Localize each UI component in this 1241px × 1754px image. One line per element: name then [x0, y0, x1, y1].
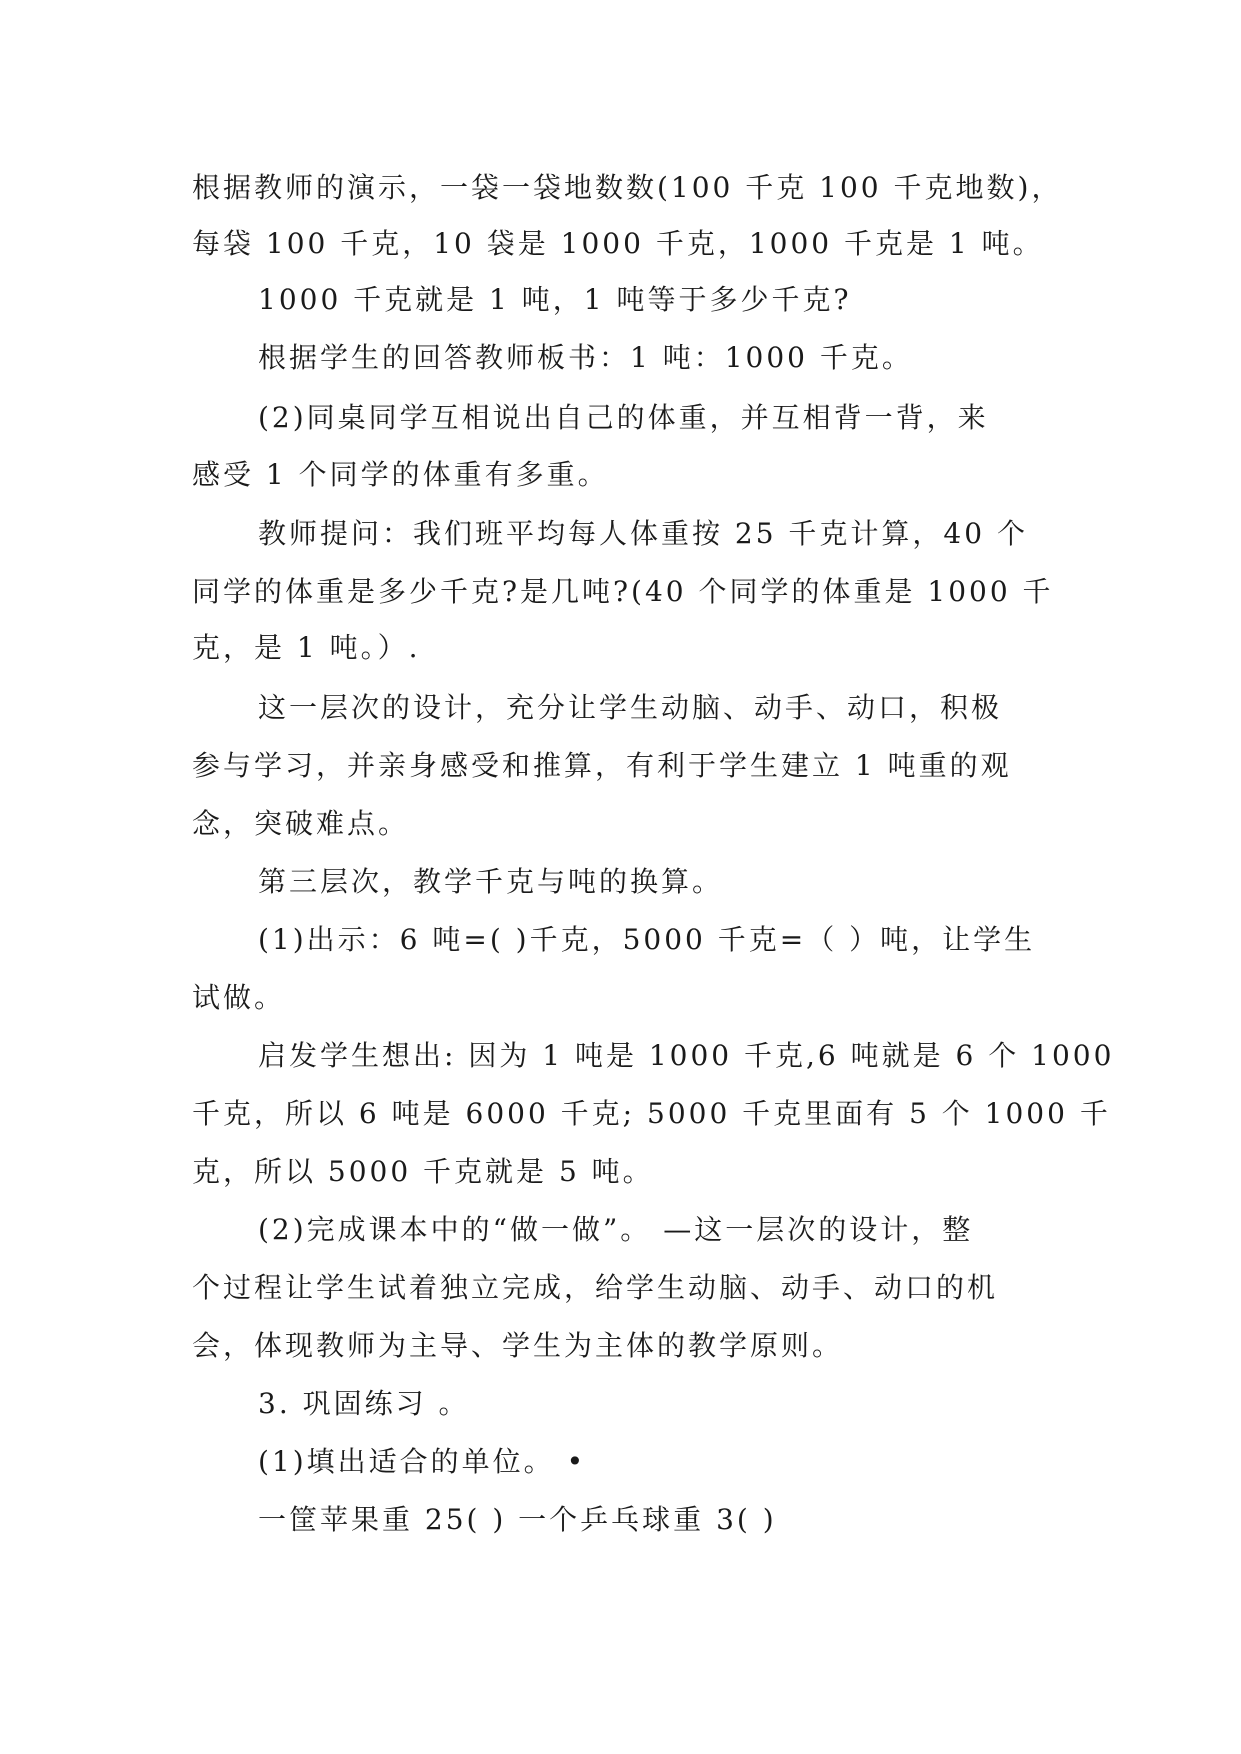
text-line: 这一层次的设计，充分让学生动脑、动手、动口，积极: [258, 691, 1003, 724]
text-line: 克，所以 5000 千克就是 5 吨。: [192, 1155, 654, 1188]
text-line: 个过程让学生试着独立完成，给学生动脑、动手、动口的机: [192, 1271, 999, 1304]
text-line: 一筐苹果重 25( ) 一个乒乓球重 3( ): [258, 1503, 777, 1536]
text-line: 根据教师的演示，一袋一袋地数数(100 千克 100 千克地数)，: [192, 171, 1063, 204]
text-line: 根据学生的回答教师板书：1 吨：1000 千克。: [258, 341, 913, 374]
text-line: 参与学习，并亲身感受和推算，有利于学生建立 1 吨重的观: [192, 749, 1012, 782]
text-line: 感受 1 个同学的体重有多重。: [192, 458, 609, 491]
text-line: 3. 巩固练习 。: [258, 1387, 470, 1420]
text-line: (1)出示：6 吨=( )千克，5000 千克=（ ）吨，让学生: [258, 923, 1036, 956]
text-line: (2)同桌同学互相说出自己的体重，并互相背一背，来: [258, 401, 989, 434]
text-line: 会，体现教师为主导、学生为主体的教学原则。: [192, 1329, 844, 1362]
text-line: 1000 千克就是 1 吨，1 吨等于多少千克?: [258, 283, 852, 316]
text-line: 同学的体重是多少千克?是几吨?(40 个同学的体重是 1000 千: [192, 575, 1054, 608]
text-line: 试做。: [192, 981, 286, 1014]
text-line: 克，是 1 吨。）.: [192, 631, 421, 664]
text-line: 第三层次，教学千克与吨的换算。: [258, 865, 724, 898]
text-line: 教师提问：我们班平均每人体重按 25 千克计算，40 个: [258, 517, 1028, 550]
text-line: 念，突破难点。: [192, 807, 410, 840]
text-line: (2)完成课本中的“做一做”。 —这一层次的设计，整: [258, 1213, 974, 1246]
text-line: 千克，所以 6 吨是 6000 千克; 5000 千克里面有 5 个 1000 千: [192, 1097, 1111, 1130]
text-line: 每袋 100 千克，10 袋是 1000 千克，1000 千克是 1 吨。: [192, 227, 1044, 260]
text-line: 启发学生想出: 因为 1 吨是 1000 千克,6 吨就是 6 个 1000: [258, 1039, 1115, 1072]
text-line: (1)填出适合的单位。 •: [258, 1445, 587, 1478]
